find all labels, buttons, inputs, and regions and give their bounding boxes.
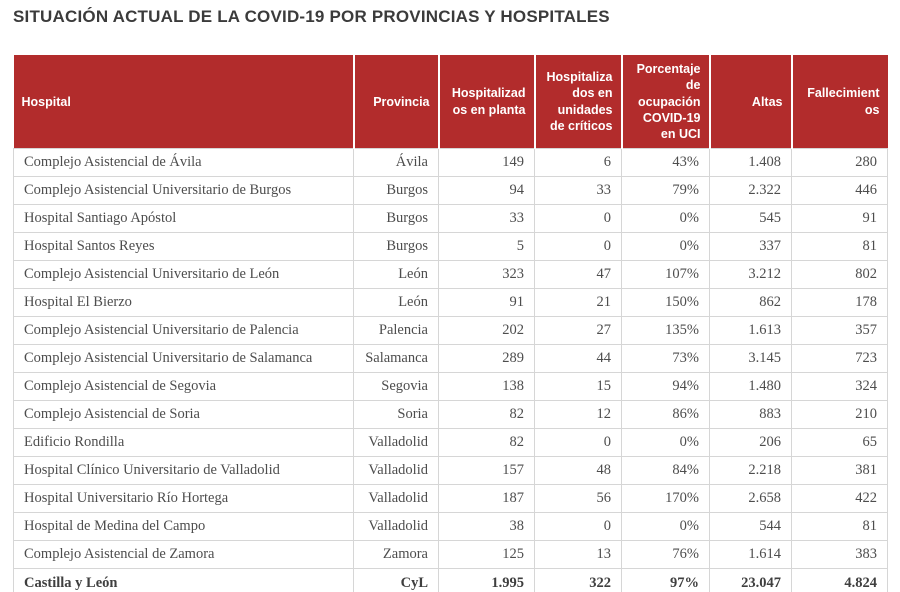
cell-hospitalizados-planta: 157 <box>439 457 535 485</box>
table-row <box>14 261 888 289</box>
table-row <box>14 233 888 261</box>
covid-hospitals-table <box>13 55 888 592</box>
cell-hospitalizados-criticos: 6 <box>535 149 622 177</box>
cell-hospital: Hospital Clínico Universitario de Valladolid <box>14 457 354 485</box>
cell-fallecimientos: 381 <box>792 457 888 485</box>
cell-hospital: Complejo Asistencial Universitario de Burgos <box>14 177 354 205</box>
cell-hospitalizados-planta: 33 <box>439 205 535 233</box>
cell-altas: 883 <box>710 401 792 429</box>
cell-hospitalizados-planta: 125 <box>439 541 535 569</box>
column-header-ocupacion-uci: Porcentaje de ocupación COVID-19 en UCI <box>622 55 710 149</box>
cell-altas: 544 <box>710 513 792 541</box>
cell-fallecimientos: 210 <box>792 401 888 429</box>
cell-hospitalizados-planta: 38 <box>439 513 535 541</box>
cell-fallecimientos: 723 <box>792 345 888 373</box>
cell-hospitalizados-criticos: 15 <box>535 373 622 401</box>
cell-hospital: Complejo Asistencial Universitario de Salamanca <box>14 345 354 373</box>
cell-hospitalizados-planta: 91 <box>439 289 535 317</box>
cell-fallecimientos: 357 <box>792 317 888 345</box>
cell-altas: 862 <box>710 289 792 317</box>
table-row <box>14 345 888 373</box>
cell-ocupacion-uci: 73% <box>622 345 710 373</box>
column-header-hospitalizados-criticos: Hospitalizados en unidades de críticos <box>535 55 622 149</box>
cell-hospitalizados-criticos: 44 <box>535 345 622 373</box>
cell-fallecimientos: 65 <box>792 429 888 457</box>
cell-hospital: Complejo Asistencial Universitario de León <box>14 261 354 289</box>
cell-hospitalizados-planta: 323 <box>439 261 535 289</box>
cell-fallecimientos: 178 <box>792 289 888 317</box>
cell-fallecimientos: 81 <box>792 233 888 261</box>
table-row <box>14 541 888 569</box>
column-header-altas: Altas <box>710 55 792 149</box>
column-header-fallecimientos: Fallecimientos <box>792 55 888 149</box>
cell-provincia: Segovia <box>354 373 439 401</box>
table-row <box>14 429 888 457</box>
cell-hospital: Complejo Asistencial de Ávila <box>14 149 354 177</box>
column-header-hospitalizados-planta: Hospitalizados en planta <box>439 55 535 149</box>
cell-provincia: Burgos <box>354 205 439 233</box>
table-header <box>14 55 888 149</box>
cell-provincia: Ávila <box>354 149 439 177</box>
table-body <box>14 149 888 569</box>
cell-provincia: León <box>354 261 439 289</box>
cell-hospital: Hospital de Medina del Campo <box>14 513 354 541</box>
cell-altas: 1.613 <box>710 317 792 345</box>
cell-ocupacion-uci: 0% <box>622 429 710 457</box>
cell-hospitalizados-criticos: 0 <box>535 513 622 541</box>
cell-fallecimientos: 91 <box>792 205 888 233</box>
column-header-provincia: Provincia <box>354 55 439 149</box>
cell-provincia: Palencia <box>354 317 439 345</box>
total-cell-provincia: CyL <box>354 569 439 592</box>
cell-hospital: Hospital Santiago Apóstol <box>14 205 354 233</box>
cell-hospital: Hospital Universitario Río Hortega <box>14 485 354 513</box>
cell-provincia: Burgos <box>354 177 439 205</box>
cell-hospitalizados-planta: 5 <box>439 233 535 261</box>
table-row <box>14 401 888 429</box>
header-row <box>14 55 888 149</box>
cell-fallecimientos: 81 <box>792 513 888 541</box>
cell-hospitalizados-planta: 82 <box>439 429 535 457</box>
cell-hospitalizados-criticos: 33 <box>535 177 622 205</box>
total-cell-fallecimientos: 4.824 <box>792 569 888 592</box>
cell-altas: 3.145 <box>710 345 792 373</box>
cell-hospitalizados-planta: 82 <box>439 401 535 429</box>
total-cell-altas: 23.047 <box>710 569 792 592</box>
total-cell-hospitalizados-planta: 1.995 <box>439 569 535 592</box>
cell-hospitalizados-criticos: 21 <box>535 289 622 317</box>
cell-provincia: Burgos <box>354 233 439 261</box>
table-row <box>14 289 888 317</box>
cell-altas: 1.480 <box>710 373 792 401</box>
cell-hospitalizados-planta: 202 <box>439 317 535 345</box>
cell-altas: 545 <box>710 205 792 233</box>
cell-altas: 1.408 <box>710 149 792 177</box>
cell-hospitalizados-criticos: 27 <box>535 317 622 345</box>
cell-provincia: Valladolid <box>354 485 439 513</box>
cell-fallecimientos: 280 <box>792 149 888 177</box>
cell-provincia: Valladolid <box>354 457 439 485</box>
cell-hospital: Complejo Asistencial de Zamora <box>14 541 354 569</box>
cell-hospitalizados-criticos: 47 <box>535 261 622 289</box>
total-cell-ocupacion-uci: 97% <box>622 569 710 592</box>
cell-hospitalizados-planta: 149 <box>439 149 535 177</box>
cell-ocupacion-uci: 107% <box>622 261 710 289</box>
cell-provincia: Salamanca <box>354 345 439 373</box>
cell-hospital: Complejo Asistencial Universitario de Palencia <box>14 317 354 345</box>
cell-hospitalizados-criticos: 0 <box>535 233 622 261</box>
cell-hospitalizados-criticos: 56 <box>535 485 622 513</box>
cell-provincia: León <box>354 289 439 317</box>
cell-fallecimientos: 383 <box>792 541 888 569</box>
cell-ocupacion-uci: 43% <box>622 149 710 177</box>
cell-hospitalizados-criticos: 0 <box>535 429 622 457</box>
cell-provincia: Valladolid <box>354 513 439 541</box>
column-header-hospital: Hospital <box>14 55 354 149</box>
cell-hospitalizados-planta: 289 <box>439 345 535 373</box>
cell-altas: 206 <box>710 429 792 457</box>
cell-ocupacion-uci: 135% <box>622 317 710 345</box>
table-row <box>14 205 888 233</box>
total-row <box>14 569 888 592</box>
table-row <box>14 485 888 513</box>
cell-hospitalizados-criticos: 12 <box>535 401 622 429</box>
cell-ocupacion-uci: 150% <box>622 289 710 317</box>
cell-hospitalizados-planta: 94 <box>439 177 535 205</box>
table-row <box>14 149 888 177</box>
cell-provincia: Soria <box>354 401 439 429</box>
cell-hospital: Complejo Asistencial de Soria <box>14 401 354 429</box>
cell-ocupacion-uci: 0% <box>622 205 710 233</box>
cell-hospital: Hospital Santos Reyes <box>14 233 354 261</box>
cell-ocupacion-uci: 79% <box>622 177 710 205</box>
cell-altas: 337 <box>710 233 792 261</box>
cell-ocupacion-uci: 86% <box>622 401 710 429</box>
cell-hospitalizados-planta: 138 <box>439 373 535 401</box>
page-title: SITUACIÓN ACTUAL DE LA COVID-19 POR PROVINCIAS Y HOSPITALES <box>13 7 610 26</box>
cell-ocupacion-uci: 170% <box>622 485 710 513</box>
cell-ocupacion-uci: 76% <box>622 541 710 569</box>
cell-fallecimientos: 422 <box>792 485 888 513</box>
cell-hospital: Complejo Asistencial de Segovia <box>14 373 354 401</box>
table-row <box>14 177 888 205</box>
table-footer <box>14 569 888 592</box>
table-row <box>14 457 888 485</box>
cell-altas: 2.218 <box>710 457 792 485</box>
table-row <box>14 513 888 541</box>
cell-provincia: Zamora <box>354 541 439 569</box>
table-row <box>14 373 888 401</box>
cell-fallecimientos: 802 <box>792 261 888 289</box>
cell-hospitalizados-criticos: 0 <box>535 205 622 233</box>
cell-hospitalizados-criticos: 13 <box>535 541 622 569</box>
cell-altas: 2.658 <box>710 485 792 513</box>
cell-altas: 3.212 <box>710 261 792 289</box>
cell-altas: 1.614 <box>710 541 792 569</box>
total-cell-hospitalizados-criticos: 322 <box>535 569 622 592</box>
cell-hospitalizados-planta: 187 <box>439 485 535 513</box>
cell-hospital: Hospital El Bierzo <box>14 289 354 317</box>
cell-provincia: Valladolid <box>354 429 439 457</box>
cell-ocupacion-uci: 0% <box>622 233 710 261</box>
total-cell-hospital: Castilla y León <box>14 569 354 592</box>
cell-ocupacion-uci: 94% <box>622 373 710 401</box>
table-row <box>14 317 888 345</box>
cell-altas: 2.322 <box>710 177 792 205</box>
cell-hospital: Edificio Rondilla <box>14 429 354 457</box>
cell-ocupacion-uci: 84% <box>622 457 710 485</box>
cell-fallecimientos: 446 <box>792 177 888 205</box>
cell-ocupacion-uci: 0% <box>622 513 710 541</box>
cell-hospitalizados-criticos: 48 <box>535 457 622 485</box>
cell-fallecimientos: 324 <box>792 373 888 401</box>
